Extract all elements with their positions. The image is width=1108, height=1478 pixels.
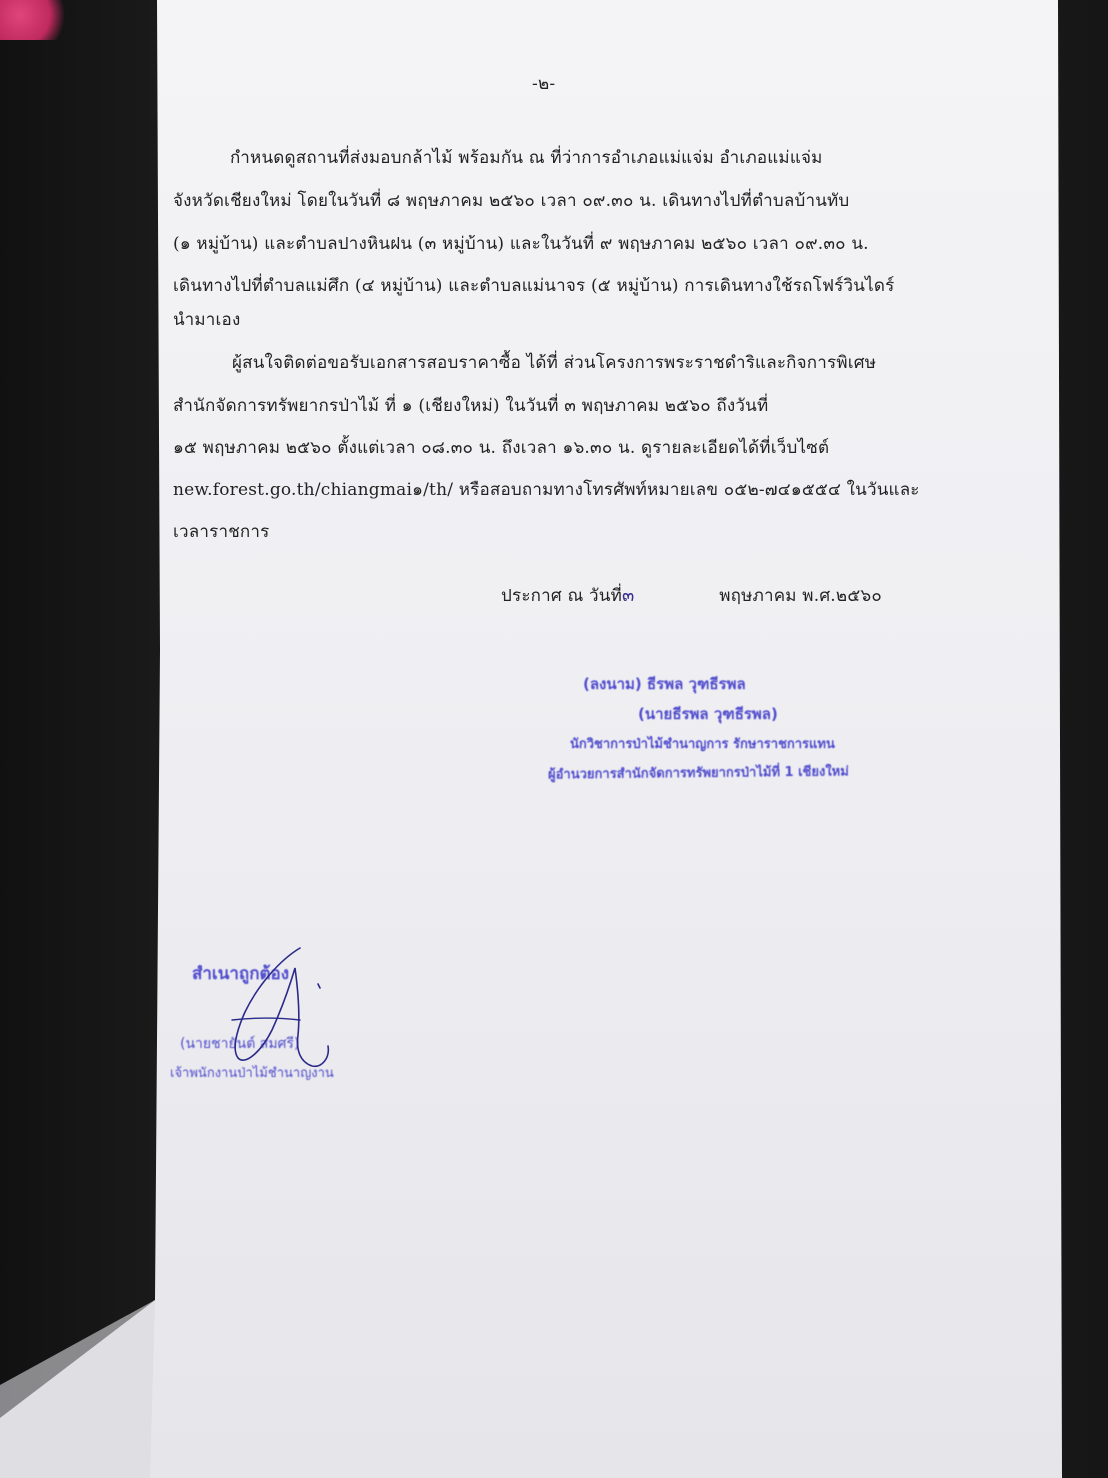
paragraph2-line1: ผู้สนใจติดต่อขอรับเอกสารสอบราคาซื้อ ได้ที่ ส่วนโครงการพระราชดำริและกิจการพิเศษ <box>232 353 877 373</box>
paragraph2-line4: new.forest.go.th/chiangmai๑/th/ หรือสอบถามทางโทรศัพท์หมายเลข ๐๕๒-๗๔๑๕๕๔ ในวันและ <box>173 480 920 500</box>
announcement-date <box>501 582 882 609</box>
certified-copy-name: (นายชายันต์ สมศรี) <box>180 1036 300 1052</box>
pink-fabric-corner <box>0 0 70 40</box>
paragraph2-line5: เวลาราชการ <box>173 522 270 542</box>
certified-copy-heading: สำเนาถูกต้อง <box>192 964 290 984</box>
page-number: -๒- <box>532 74 556 94</box>
paragraph1-line1: กำหนดดูสถานที่ส่งมอบกล้าไม้ พร้อมกัน ณ ที่ว่าการอำเภอแม่แจ่ม อำเภอแม่แจ่ม <box>230 148 823 168</box>
stamp-office-line: ผู้อำนวยการสำนักจัดการทรัพยากรป่าไม้ที่ 1 เชียงใหม่ <box>547 764 849 783</box>
announcement-prefix: ประกาศ ณ วันที่ <box>501 586 623 606</box>
paragraph2-line3: ๑๕ พฤษภาคม ๒๕๖๐ ตั้งแต่เวลา ๐๘.๓๐ น. ถึงเวลา ๑๖.๓๐ น. ดูรายละเอียดได้ที่เว็บไซต์ <box>173 438 830 458</box>
stamp-signed-line: (ลงนาม) ธีรพล วุฑธีรพล <box>583 675 746 693</box>
paragraph1-line3: (๑ หมู่บ้าน) และตำบลปางหินฝน (๓ หมู่บ้าน) และในวันที่ ๙ พฤษภาคม ๒๕๖๐ เวลา ๐๙.๓๐ น. <box>173 234 869 254</box>
paragraph1-line5: นำมาเอง <box>173 310 241 330</box>
paragraph1-line4: เดินทางไปที่ตำบลแม่ศึก (๔ หมู่บ้าน) และตำบลแม่นาจร (๕ หมู่บ้าน) การเดินทางใช้รถโฟร์วินไดร์ <box>173 276 895 296</box>
paragraph1-line2: จังหวัดเชียงใหม่ โดยในวันที่ ๘ พฤษภาคม ๒๕๖๐ เวลา ๐๙.๓๐ น. เดินทางไปที่ตำบลบ้านทับ <box>173 191 850 211</box>
stamp-name-line: (นายธีรพล วุฑธีรพล) <box>638 705 778 723</box>
announcement-month-year: พฤษภาคม พ.ศ.๒๕๖๐ <box>719 586 882 606</box>
stamp-title-line: นักวิชาการป่าไม้ชำนาญการ รักษาราชการแทน <box>570 737 835 752</box>
announcement-day-handwritten: ๓ <box>622 585 635 606</box>
certified-copy-position: เจ้าพนักงานป่าไม้ชำนาญงาน <box>170 1066 334 1081</box>
paragraph2-line2: สำนักจัดการทรัพยากรป่าไม้ ที่ ๑ (เชียงใหม่) ในวันที่ ๓ พฤษภาคม ๒๕๖๐ ถึงวันที่ <box>173 396 769 416</box>
